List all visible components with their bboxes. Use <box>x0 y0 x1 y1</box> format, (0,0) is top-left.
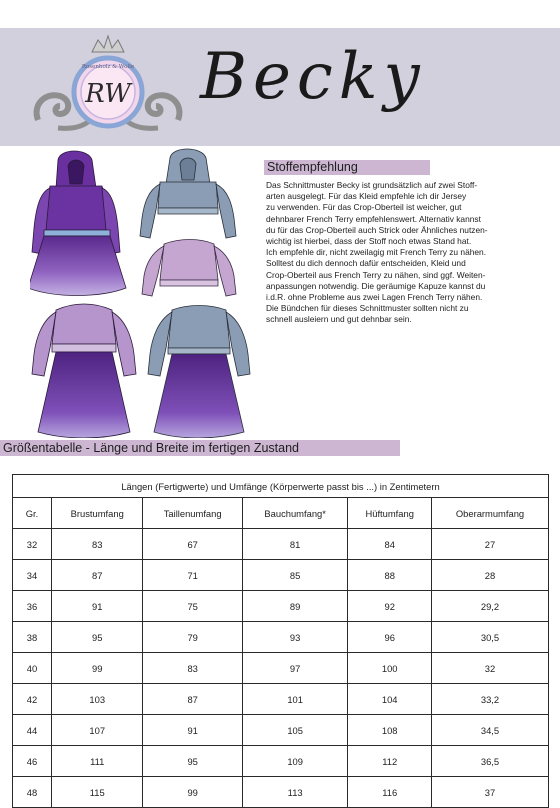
cell-size: 36 <box>13 591 52 622</box>
header-chest: Brustumfang <box>52 498 143 529</box>
cell-size: 34 <box>13 560 52 591</box>
table-row <box>13 746 549 777</box>
cell-waist: 75 <box>143 591 242 622</box>
table-row <box>13 591 549 622</box>
cell-waist: 71 <box>143 560 242 591</box>
garment-illustrations <box>30 148 258 438</box>
table-row <box>13 622 549 653</box>
table-body <box>13 529 549 808</box>
cell-chest: 91 <box>52 591 143 622</box>
cell-hip: 96 <box>348 622 432 653</box>
logo-ribbon-text: Rosenholz & Wolle <box>81 64 135 70</box>
cell-chest: 83 <box>52 529 143 560</box>
dress-with-crop-top-grey-back <box>148 306 250 439</box>
cell-chest: 115 <box>52 777 143 808</box>
pattern-title: Becky <box>200 40 426 114</box>
cell-hip: 100 <box>348 653 432 684</box>
table-row <box>13 715 549 746</box>
section-heading-fabric: Stoffempfehlung <box>267 160 358 174</box>
table-caption: Längen (Fertigwerte) und Umfänge (Körperwerte passt bis ...) in Zentimetern <box>13 475 549 498</box>
cell-upper-arm: 32 <box>431 653 548 684</box>
cell-hip: 84 <box>348 529 432 560</box>
logo-monogram: RW <box>85 79 131 109</box>
cell-belly: 113 <box>242 777 348 808</box>
cell-belly: 101 <box>242 684 348 715</box>
header-belly: Bauchumfang* <box>242 498 348 529</box>
cell-upper-arm: 29,2 <box>431 591 548 622</box>
cell-hip: 112 <box>348 746 432 777</box>
crown-icon <box>92 36 124 52</box>
cell-belly: 105 <box>242 715 348 746</box>
cell-upper-arm: 27 <box>431 529 548 560</box>
crop-top-lilac-back <box>142 240 236 297</box>
cell-hip: 116 <box>348 777 432 808</box>
cell-upper-arm: 28 <box>431 560 548 591</box>
cell-size: 32 <box>13 529 52 560</box>
cell-upper-arm: 34,5 <box>431 715 548 746</box>
fabric-recommendation-text: Das Schnittmuster Becky ist grundsätzlich auf zwei Stoff- arten ausgelegt. Für das Kleid empfehle ich dir Jersey zu verwenden. Für das Crop-Oberteil ist weicher, gut dehnbarer French Terry empfehlenswert. Alternativ kannst du für das Crop-Oberteil auch Strick oder Ähnliches nutzen- wichtig ist hierbei, dass der Stoff noch etwas Stand hat. Ich empfehle dir, nicht zweilagig mit French Terry zu nähen. Solltest du dich dennoch dafür entscheiden, Kleid und Crop-Oberteil aus French Terry zu nähen, sind ggf. Weiten- anpassungen notwendig. Die geräumige Kapuze kannst du i.d.R. ohne Probleme aus zwei Lagen French Terry nähen. Die Bündchen für dieses Schnittmuster sollten nicht zu schnell ausleiern und gut dehnbar sein. <box>266 180 488 325</box>
hooded-crop-top-grey <box>140 149 236 238</box>
cell-belly: 85 <box>242 560 348 591</box>
cell-size: 46 <box>13 746 52 777</box>
header-hip: Hüftumfang <box>348 498 432 529</box>
section-heading-sizes: Größentabelle - Länge und Breite im fertigen Zustand <box>3 441 300 455</box>
cell-chest: 87 <box>52 560 143 591</box>
table-row <box>13 529 549 560</box>
cell-size: 42 <box>13 684 52 715</box>
cell-waist: 95 <box>143 746 242 777</box>
cell-waist: 87 <box>143 684 242 715</box>
cell-size: 38 <box>13 622 52 653</box>
cell-belly: 109 <box>242 746 348 777</box>
cell-waist: 79 <box>143 622 242 653</box>
cell-upper-arm: 30,5 <box>431 622 548 653</box>
hooded-dress-front <box>30 151 126 296</box>
size-table <box>12 474 549 808</box>
cell-belly: 97 <box>242 653 348 684</box>
cell-belly: 93 <box>242 622 348 653</box>
cell-chest: 103 <box>52 684 143 715</box>
header-size: Gr. <box>13 498 52 529</box>
cell-hip: 88 <box>348 560 432 591</box>
cell-waist: 67 <box>143 529 242 560</box>
cell-size: 44 <box>13 715 52 746</box>
cell-waist: 83 <box>143 653 242 684</box>
cell-waist: 91 <box>143 715 242 746</box>
cell-hip: 104 <box>348 684 432 715</box>
brand-logo <box>28 32 188 142</box>
cell-chest: 99 <box>52 653 143 684</box>
cell-chest: 95 <box>52 622 143 653</box>
cell-size: 48 <box>13 777 52 808</box>
cell-belly: 81 <box>242 529 348 560</box>
table-row <box>13 560 549 591</box>
cell-size: 40 <box>13 653 52 684</box>
cell-hip: 92 <box>348 591 432 622</box>
header-upper-arm: Oberarmumfang <box>431 498 548 529</box>
table-row <box>13 684 549 715</box>
cell-upper-arm: 33,2 <box>431 684 548 715</box>
cell-upper-arm: 37 <box>431 777 548 808</box>
cell-belly: 89 <box>242 591 348 622</box>
dress-with-crop-top-lilac <box>32 304 136 438</box>
cell-upper-arm: 36,5 <box>431 746 548 777</box>
cell-chest: 111 <box>52 746 143 777</box>
header-waist: Taillenumfang <box>143 498 242 529</box>
cell-waist: 99 <box>143 777 242 808</box>
cell-chest: 107 <box>52 715 143 746</box>
cell-hip: 108 <box>348 715 432 746</box>
table-row <box>13 653 549 684</box>
table-header-row <box>13 498 549 529</box>
table-row <box>13 777 549 808</box>
